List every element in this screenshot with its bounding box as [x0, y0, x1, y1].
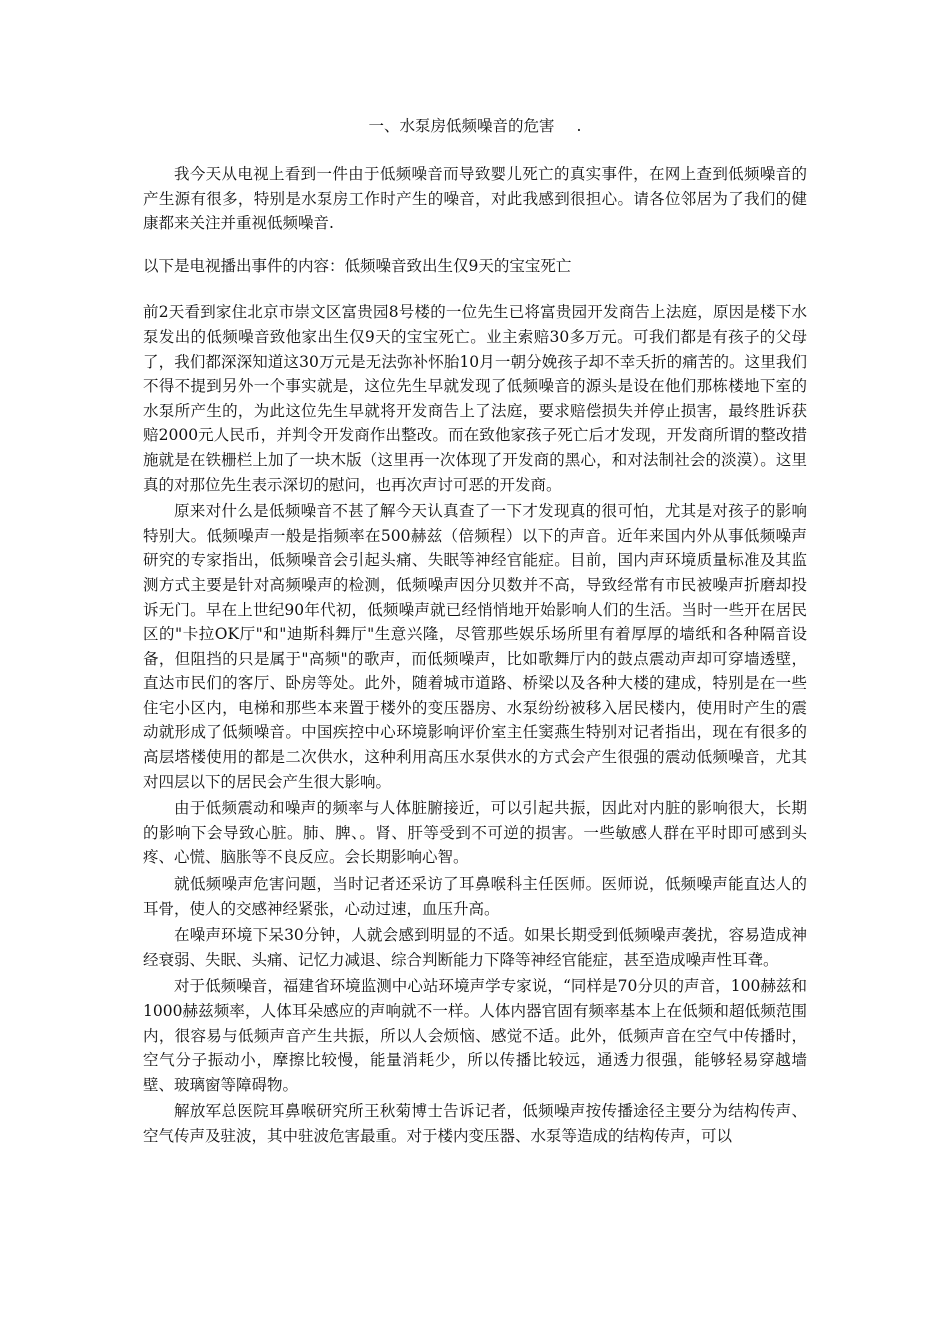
- paragraph-4: 就低频噪声危害问题，当时记者还采访了耳鼻喉科主任医师。医师说，低频噪声能直达人的耳骨，使人的交感神经紧张，心动过速，血压升高。: [143, 875, 807, 918]
- title-text: 一、水泵房低频噪音的危害: [368, 117, 555, 135]
- paragraph-3: 由于低频震动和噪声的频率与人体脏腑接近，可以引起共振，因此对内脏的影响很大，长期的影响下会导致心脏。肺、脾、。肾、肝等受到不可逆的损害。一些敏感人群在平时即可感到头疼、心慌、脑胀等不良反应。会长期影响心智。: [143, 799, 807, 867]
- paragraph-7: 解放军总医院耳鼻喉研究所王秋菊博士告诉记者，低频噪声按传播途径主要分为结构传声、空气传声及驻波，其中驻波危害最重。对于楼内变压器、水泵等造成的结构传声，可以: [143, 1102, 807, 1145]
- intro-paragraph: 我今天从电视上看到一件由于低频噪音而导致婴儿死亡的真实事件，在网上查到低频噪音的产生源有很多，特别是水泵房工作时产生的噪音，对此我感到很担心。请各位邻居为了我们的健康都来关注并重视低频噪音.: [143, 165, 807, 233]
- section-heading: 以下是电视播出事件的内容：低频噪音致出生仅9天的宝宝死亡: [143, 256, 572, 275]
- paragraph-6: 对于低频噪音，福建省环境监测中心站环境声学专家说，“同样是70分贝的声音，100赫兹和1000赫兹频率，人体耳朵感应的声响就不一样。人体内器官固有频率基本上在低频和超低频范围内，很容易与低频声音产生共振，所以人会烦恼、感觉不适。此外，低频声音在空气中传播时，空气分子振动小，摩擦比较慢，能量消耗少，所以传播比较远，通透力很强，能够轻易穿越墙壁、玻璃窗等障碍物。: [143, 977, 807, 1094]
- title-suffix: .: [576, 117, 582, 135]
- paragraph-5: 在噪声环境下呆30分钟，人就会感到明显的不适。如果长期受到低频噪声袭扰，容易造成神经衰弱、失眠、头痛、记忆力减退、综合判断能力下降等神经官能症，甚至造成噪声性耳聋。: [143, 926, 807, 969]
- document-page: [143, 114, 807, 1149]
- paragraph-1: 前2天看到家住北京市崇文区富贵园8号楼的一位先生已将富贵园开发商告上法庭，原因是楼下水泵发出的低频噪音致他家出生仅9天的宝宝死亡。业主索赔30多万元。可我们都是有孩子的父母了，我们都深深知道这30万元是无法弥补怀胎10月一朝分娩孩子却不幸夭折的痛苦的。这里我们不得不提到另外一个事实就是，这位先生早就发现了低频噪音的源头是设在他们那栋楼地下室的水泵所产生的，为此这位先生早就将开发商告上了法庭，要求赔偿损失并停止损害，最终胜诉获赔2000元人民币，并判令开发商作出整改。而在致他家孩子死亡后才发现，开发商所谓的整改措施就是在铁栅栏上加了一块木版（这里再一次体现了开发商的黑心，和对法制社会的淡漠）。这里真的对那位先生表示深切的慰问，也再次声讨可恶的开发商。: [143, 303, 807, 494]
- document-title: [143, 114, 807, 138]
- paragraph-2: 原来对什么是低频噪音不甚了解今天认真查了一下才发现真的很可怕，尤其是对孩子的影响特别大。低频噪声一般是指频率在500赫兹（倍频程）以下的声音。近年来国内外从事低频噪声研究的专家指出，低频噪音会引起头痛、失眠等神经官能症。目前，国内声环境质量标准及其监测方式主要是针对高频噪声的检测，低频噪声因分贝数并不高，导致经常有市民被噪声折磨却投诉无门。早在上世纪90年代初，低频噪声就已经悄悄地开始影响人们的生活。当时一些开在居民区的"卡拉OK厅"和"迪斯科舞厅"生意兴隆，尽管那些娱乐场所里有着厚厚的墙纸和各种隔音设备，但阻挡的只是属于"高频"的歌声，而低频噪声，比如歌舞厅内的鼓点震动声却可穿墙透壁，直达市民们的客厅、卧房等处。此外，随着城市道路、桥梁以及各种大楼的建成，特别是在一些住宅小区内，电梯和那些本来置于楼外的变压器房、水泵纷纷被移入居民楼内，使用时产生的震动就形成了低频噪音。中国疾控中心环境影响评价室主任窦燕生特别对记者指出，现在有很多的高层塔楼使用的都是二次供水，这种利用高压水泵供水的方式会产生很强的震动低频噪音，尤其对四层以下的居民会产生很大影响。: [143, 502, 807, 791]
